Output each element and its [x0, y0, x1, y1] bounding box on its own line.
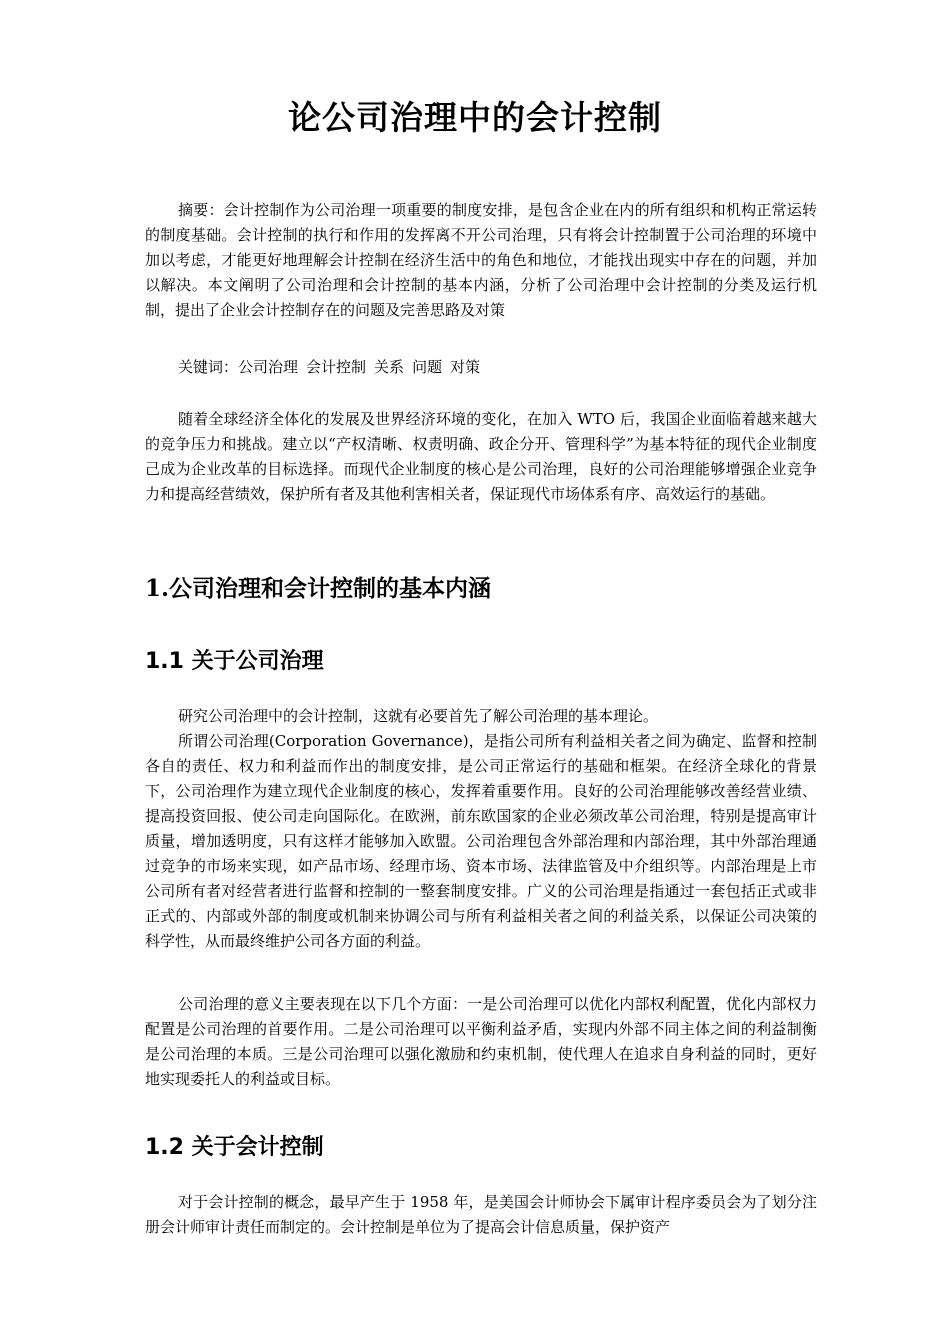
section-1-1-paragraph-3: 公司治理的意义主要表现在以下几个方面：一是公司治理可以优化内部权利配置，优化内部权力配置是公司治理的首要作用。二是公司治理可以平衡利益矛盾，实现内外部不同主体之间的利益制衡是公司治理的本质。三是公司治理可以强化激励和约束机制，使代理人在追求自身利益的同时，更好地实现委托人的利益或目标。 — [145, 995, 817, 1088]
keywords-label: 关键词： — [178, 358, 239, 376]
keywords-line — [145, 355, 817, 380]
keyword-item: 对策 — [450, 358, 481, 376]
document-title: 论公司治理中的会计控制 — [288, 98, 662, 137]
keyword-item: 会计控制 — [306, 358, 367, 376]
section-1-2-heading: 1.2 关于会计控制 — [145, 1135, 324, 1160]
section-1-heading: 1.公司治理和会计控制的基本内涵 — [145, 575, 492, 602]
keyword-item: 公司治理 — [238, 358, 299, 376]
section-1-2-paragraph-1: 对于会计控制的概念，最早产生于 1958 年，是美国会计师协会下属审计程序委员会为了划分注册会计师审计责任而制定的。会计控制是单位为了提高会计信息质量，保护资产 — [145, 1193, 817, 1236]
section-1-1-paragraph-2: 所谓公司治理(Corporation Governance)，是指公司所有利益相关者之间为确定、监督和控制各自的责任、权力和利益而作出的制度安排，是公司正常运行的基础和框架。在经济全球化的背景下，公司治理作为建立现代企业制度的核心，发挥着重要作用。良好的公司治理能够改善经营业绩、提高投资回报、使公司走向国际化。在欧洲，前东欧国家的企业必须改革公司治理，特别是提高审计质量，增加透明度，只有这样才能够加入欧盟。公司治理包含外部治理和内部治理，其中外部治理通过竞争的市场来实现，如产品市场、经理市场、资本市场、法律监管及中介组织等。内部治理是上市公司所有者对经营者进行监督和控制的一整套制度安排。广义的公司治理是指通过一套包括正式或非正式的、内部或外部的制度或机制来协调公司与所有利益相关者之间的利益关系，以保证公司决策的科学性，从而最终维护公司各方面的利益。 — [145, 732, 817, 950]
section-1-1-paragraph-1: 研究公司治理中的会计控制，这就有必要首先了解公司治理的基本理论。 — [178, 707, 659, 725]
section-1-1-heading: 1.1 关于公司治理 — [145, 649, 324, 674]
intro-paragraph: 随着全球经济全体化的发展及世界经济环境的变化，在加入 WTO 后，我国企业面临着越来越大的竞争压力和挑战。建立以“产权清晰、权责明确、政企分开、管理科学”为基本特征的现代企业制度己成为企业改革的目标选择。而现代企业制度的核心是公司治理，良好的公司治理能够增强企业竞争力和提高经营绩效，保护所有者及其他利害相关者，保证现代市场体系有序、高效运行的基础。 — [145, 410, 817, 503]
keyword-item: 关系 — [374, 358, 405, 376]
abstract-paragraph: 摘要：会计控制作为公司治理一项重要的制度安排，是包含企业在内的所有组织和机构正常运转的制度基础。会计控制的执行和作用的发挥离不开公司治理，只有将会计控制置于公司治理的环境中加以考虑，才能更好地理解会计控制在经济生活中的角色和地位，才能找出现实中存在的问题，并加以解决。本文阐明了公司治理和会计控制的基本内涵，分析了公司治理中会计控制的分类及运行机制，提出了企业会计控制存在的问题及完善思路及对策 — [145, 201, 817, 319]
keyword-item: 问题 — [412, 358, 443, 376]
